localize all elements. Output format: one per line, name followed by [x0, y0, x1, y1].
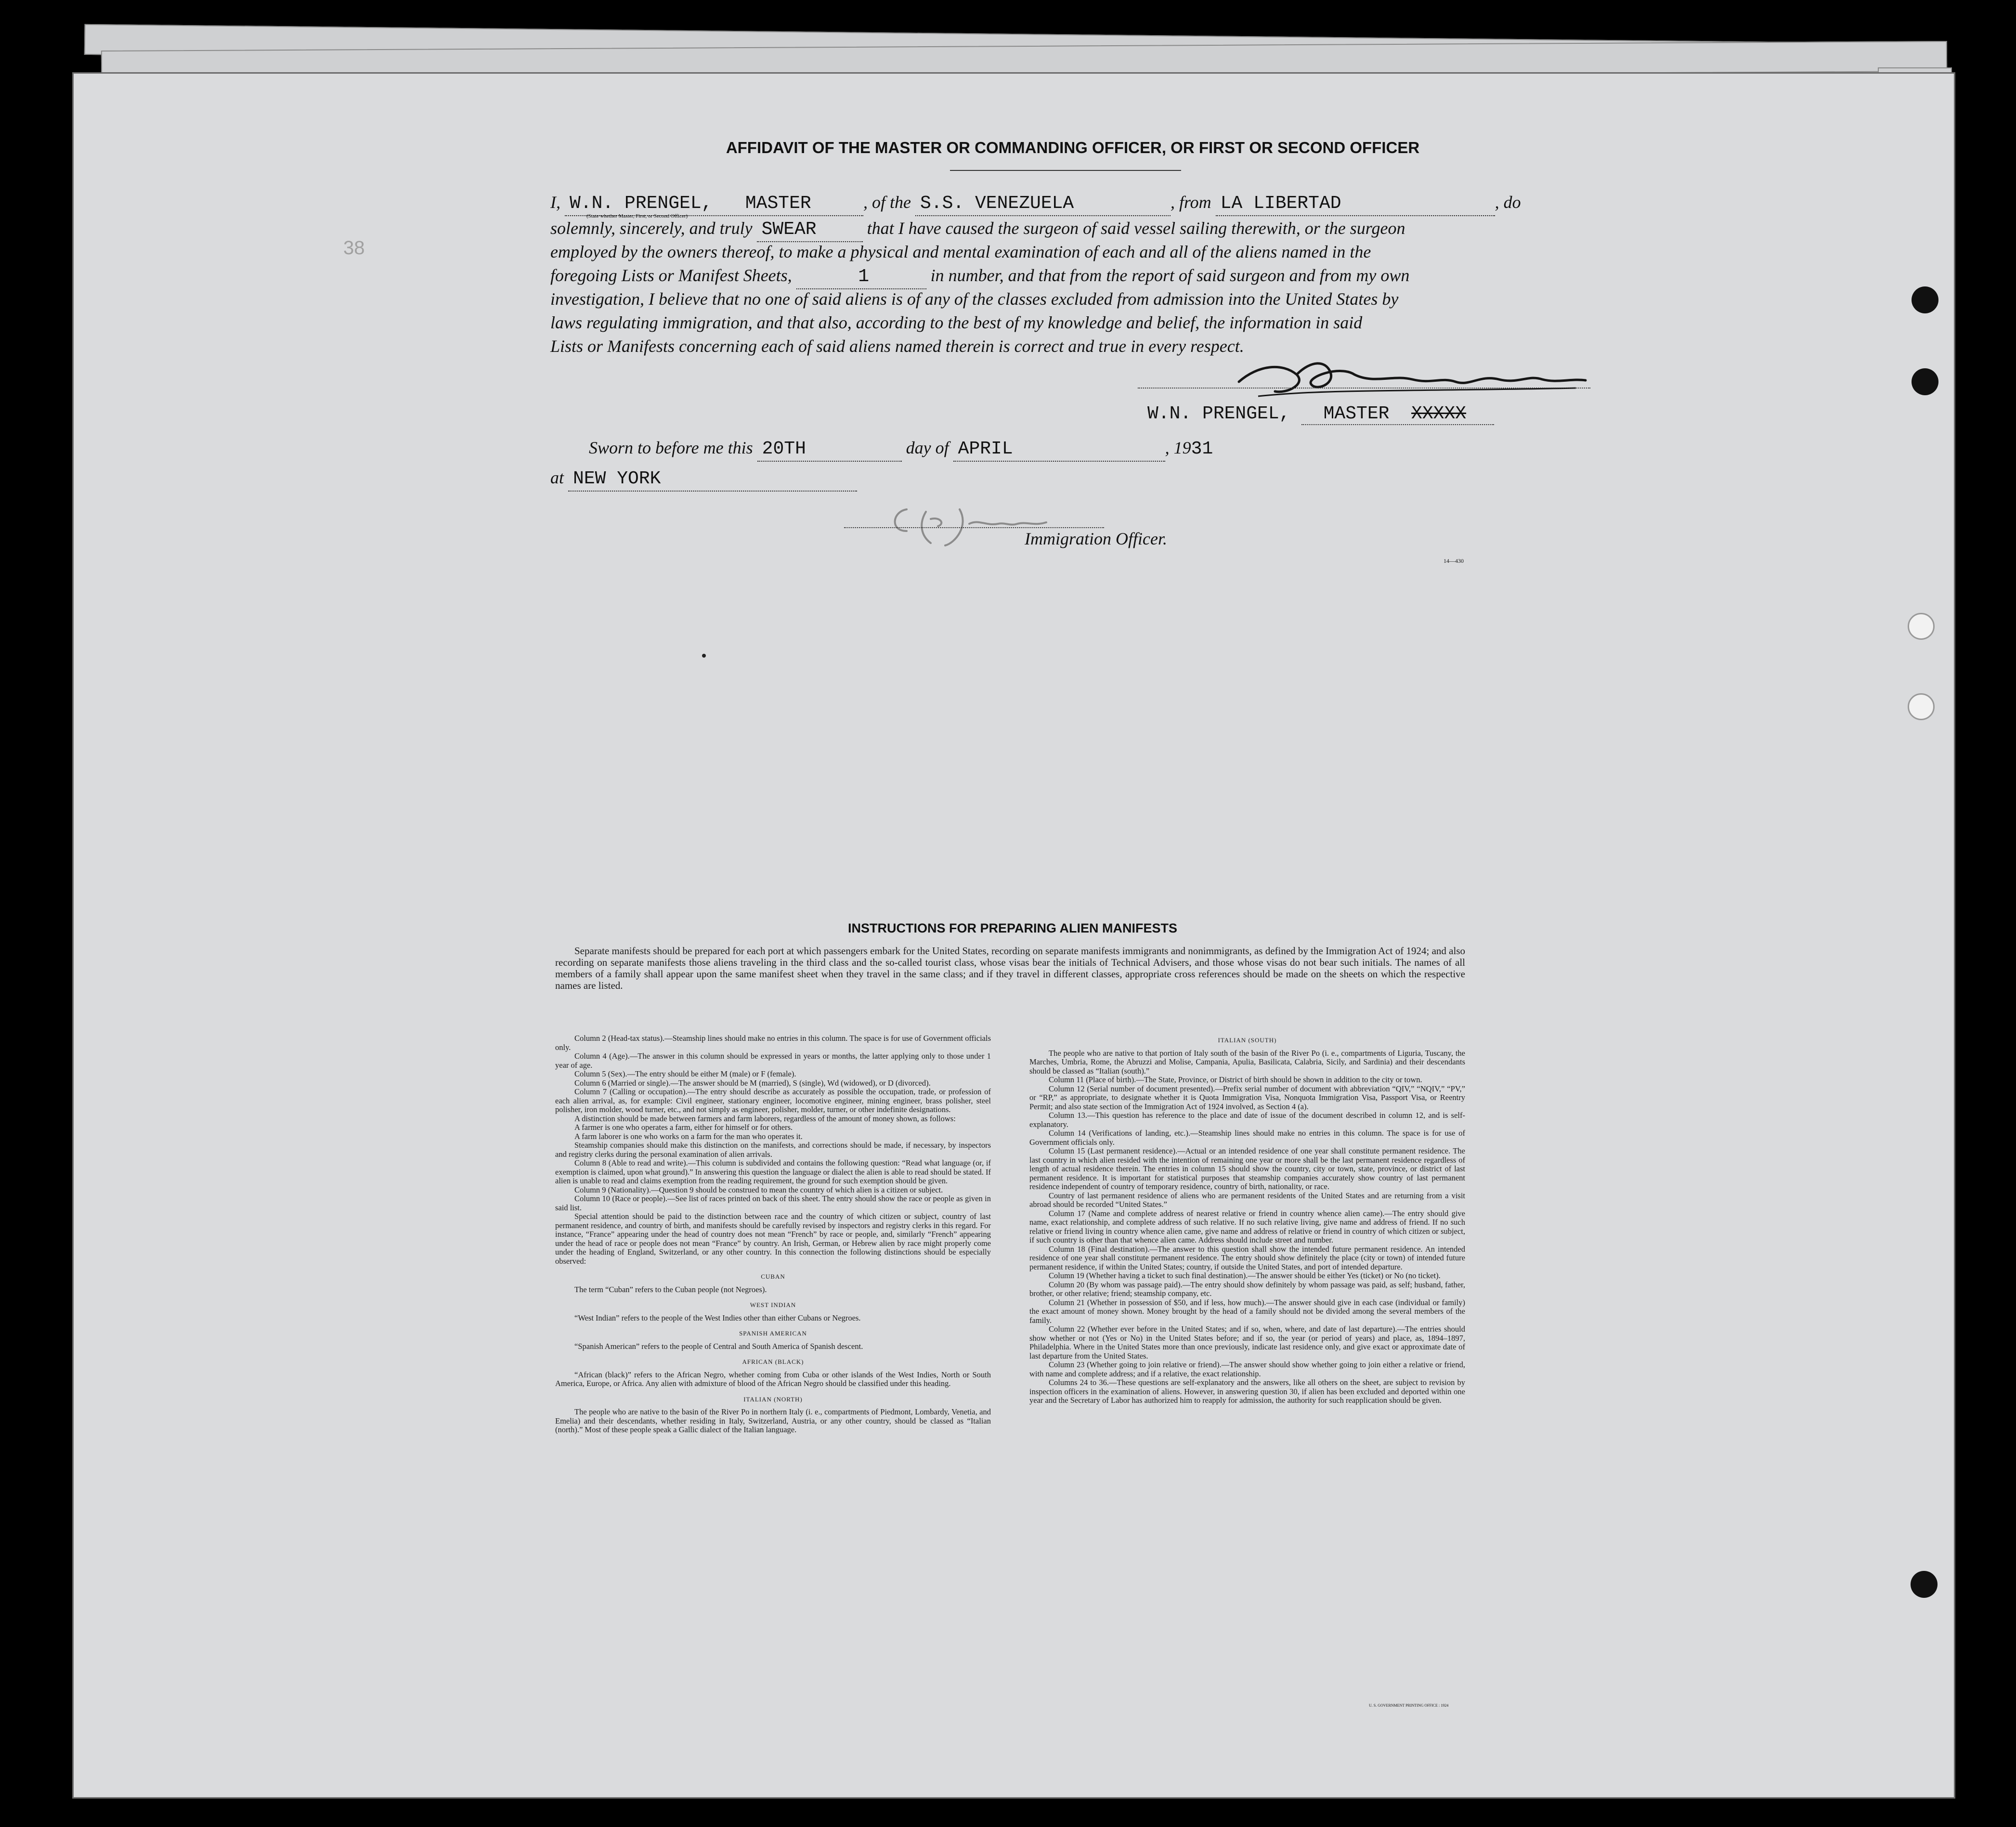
- affidavit-line-3: employed by the owners thereof, to make a physical and mental examination of each and all of the aliens named in the: [550, 242, 1371, 261]
- instruction-paragraph: Special attention should be paid to the distinction between race and the country of which citizen or subject, country of last permanent residence, and country of birth, and manifests should be carefully revised by inspectors and registry clerks in this regard. For instance, “France” appearing under the head of country does not mean “French” by race or people, and, similarly “French” appearing under the head of race or people does not mean “France” by country. An Irish, German, or Hebrew alien by race might properly come under the heading of England, Switzerland, or any other country. In this connection the following distinctions should be especially observed:: [555, 1212, 991, 1266]
- instructions-intro: Separate manifests should be prepared for each port at which passengers embark for the United States, recording on separate manifests immigrants and nonimmigrants, as defined by the Immigration Act of 1924; and also recording on separate manifests those aliens traveling in the third class and the so-called tourist class, whose visas bear the initials of Technical Advisers, and those whose visas do not bear such initials. The names of all members of a family shall appear upon the same manifest sheet when they travel in the same class; and if they travel in different classes, appropriate cross references should be made on the sheets on which the respective names are listed.: [555, 945, 1465, 991]
- instruction-paragraph: “African (black)” refers to the African Negro, whether coming from Cuba or other islands of the West Indies, North or South America, Europe, or Africa. Any alien with admixture of blood of the African Negro should be classified under this heading.: [555, 1370, 991, 1388]
- section-heading: ITALIAN (NORTH): [743, 1395, 803, 1403]
- instruction-paragraph: Column 17 (Name and complete address of nearest relative or friend in country whence alien came).—The entry should give name, exact relationship, and complete address of such relative. If no such relative living, give name and address of friend. If no such relative or friend living in country whence alien came, give name and address of relative or friend in country of which citizen or subject, if such country is other than that whence alien came. Address should include street and number.: [1029, 1208, 1465, 1244]
- form-number: 14—430: [1444, 557, 1464, 564]
- instruction-paragraph: Column 22 (Whether ever before in the United States; and if so, when, where, and date of last departure).—The entries should show whether or not (Yes or No) in the United States before; and if so, the year (or period of years) and place, as, 1894–1897, Philadelphia. Where in the United States more than once previously, indicate last residence only, and give exact or approximate date of last departure from the United States.: [1029, 1324, 1465, 1361]
- instruction-paragraph: Column 23 (Whether going to join relative or friend).—The answer should show whether going to join either a relative or friend, with name and complete address; and if a relative, the exact relationship.: [1029, 1360, 1465, 1378]
- sworn-month-field: APRIL: [953, 437, 1165, 462]
- oath-field: SWEAR: [757, 218, 863, 242]
- port-field: LA LIBERTAD: [1216, 192, 1495, 216]
- rank-note: (State whether Master, First, or Second Officer): [586, 213, 688, 219]
- affidavit-line-5: investigation, I believe that no one of said aliens is of any of the classes excluded from admission into the United States by: [550, 289, 1399, 309]
- affidavit-line-6: laws regulating immigration, and that also, according to the best of my knowledge and belief, the information in said: [550, 313, 1363, 332]
- printing-office-note: U. S. GOVERNMENT PRINTING OFFICE : 1924: [1369, 1703, 1449, 1708]
- instruction-paragraph: Column 15 (Last permanent residence).—Actual or an intended residence of one year shall constitute permanent residence. The last country in which alien resided with the intention of remaining one year or more shall be the last permanent residence regardless of length of actual residence therein. The entries in column 15 should show the country, city or town, state, province, or district of last permanent residence. It is important for statistical purposes that steamship companies accurately show country of last permanent residence independent of country of temporary residence, country of birth, nationality, or race.: [1029, 1146, 1465, 1191]
- instruction-paragraph: Column 13.—This question has reference to the place and date of issue of the document described in column 12, and is self-explanatory.: [1029, 1111, 1465, 1129]
- binder-hole: [1911, 1571, 1938, 1598]
- instruction-paragraph: Column 7 (Calling or occupation).—The entry should describe as accurately as possible the occupation, trade, or profession of each alien arrival, as, for example: Civil engineer, stationary engineer, locomotive engineer, mining engineer, brass polisher, steel polisher, iron molder, wood turner, etc., and not simply as engineer, polisher, molder, turner, or other indefinite designations.: [555, 1087, 991, 1114]
- instruction-paragraph: Columns 24 to 36.—These questions are self-explanatory and the answers, like all others on the sheet, are subject to revision by inspection officers in the examination of aliens. However, in answering question 30, if alien has been excluded and deported within one year and the Secretary of Labor has authorized him to reapply for admission, the authority for such reapplication should be given.: [1029, 1378, 1465, 1405]
- instruction-paragraph: Country of last permanent residence of aliens who are permanent residents of the United States and are returning from a visit abroad should be recorded “United States.”: [1029, 1191, 1465, 1209]
- instruction-paragraph: Column 6 (Married or single).—The answer should be M (married), S (single), Wd (widowed), or D (divorced).: [574, 1078, 931, 1088]
- instruction-paragraph: Column 2 (Head-tax status).—Steamship lines should make no entries in this column. The space is for use of Government officials only.: [555, 1034, 991, 1052]
- affidavit-title: AFFIDAVIT OF THE MASTER OR COMMANDING OFFICER, OR FIRST OR SECOND OFFICER: [726, 139, 1420, 156]
- instruction-paragraph: Steamship companies should make this distinction on the manifests, and corrections should be made, if necessary, by inspectors and registry clerks during the personal examination of alien arrivals.: [555, 1140, 991, 1159]
- instruction-paragraph: Column 21 (Whether in possession of $50, and if less, how much).—The answer should give in each case (individual or family) the exact amount of money shown. Money brought by the head of a family should not be divided among the several members of the family.: [1029, 1297, 1465, 1325]
- binder-hole: [1908, 693, 1935, 720]
- instructions-left-column: [555, 1034, 991, 1435]
- officer-name-field: W.N. PRENGEL, MASTER: [565, 192, 863, 216]
- instruction-paragraph: “West Indian” refers to the people of the West Indies other than either Cubans or Negroes.: [574, 1313, 861, 1322]
- instruction-paragraph: Column 4 (Age).—The answer in this column should be expressed in years or months, the latter applying only to those under 1 year of age.: [555, 1051, 991, 1070]
- section-heading: ITALIAN (SOUTH): [1218, 1037, 1277, 1044]
- sworn-place-field: NEW YORK: [568, 467, 857, 492]
- binder-hole: [1912, 368, 1938, 395]
- affidavit-line-7: Lists or Manifests concerning each of said aliens named therein is correct and true in every respect.: [550, 337, 1244, 356]
- section-heading: WEST INDIAN: [750, 1301, 796, 1309]
- instruction-paragraph: Column 12 (Serial number of document presented).—Prefix serial number of document with abbreviation “QIV,” “NQIV,” “PV,” or “RP,” as appropriate, to designate whether it is Quota Immigration Visa, Nonquota Immigration Visa, Passport Visa, or Reentry Permit; and also state section of the Immigration Act of 1924 involved, as Section 4 (a).: [1029, 1084, 1465, 1111]
- section-heading: CUBAN: [761, 1273, 785, 1280]
- sworn-line: Sworn to before me this 20TH day of APRIL , 1931: [589, 436, 1552, 462]
- stray-mark: [702, 654, 706, 658]
- instruction-paragraph: Column 9 (Nationality).—Question 9 should be construed to mean the country of which alien is a citizen or subject.: [574, 1185, 943, 1194]
- instruction-paragraph: A distinction should be made between farmers and farm laborers, regardless of the amount of money shown, as follows:: [574, 1114, 956, 1123]
- instruction-paragraph: “Spanish American” refers to the people of Central and South America of Spanish descent.: [574, 1341, 863, 1351]
- signer-rank: MASTER XXXXX: [1301, 403, 1494, 425]
- manifest-sheet: [72, 72, 1955, 1799]
- section-heading: SPANISH AMERICAN: [739, 1330, 807, 1337]
- instruction-paragraph: Column 10 (Race or people).—See list of races printed on back of this sheet. The entry should show the race or people as given in said list.: [555, 1194, 991, 1212]
- vessel-field: S.S. VENEZUELA: [915, 192, 1171, 216]
- instruction-paragraph: Column 5 (Sex).—The entry should be either M (male) or F (female).: [574, 1069, 796, 1078]
- sworn-day-field: 20TH: [757, 437, 902, 462]
- instruction-paragraph: Column 20 (By whom was passage paid).—The entry should show definitely by whom passage was paid, as self; husband, father, brother, or other relative; friend; steamship company, etc.: [1029, 1280, 1465, 1298]
- instructions-right-column: [1029, 1029, 1465, 1405]
- title-rule: [950, 170, 1181, 171]
- instruction-paragraph: Column 11 (Place of birth).—The State, Province, or District of birth should be shown in addition to the city or town.: [1049, 1075, 1422, 1084]
- instruction-paragraph: Column 18 (Final destination).—The answer to this question shall show the intended future permanent residence. An intended residence of one year shall constitute permanent residence. The entry should show definitely the place (city or town) of intended future permanent residence, if within the United States; country, if outside the United States, and port of intended departure.: [1029, 1244, 1465, 1271]
- sworn-place-line: at NEW YORK: [550, 466, 984, 492]
- instruction-paragraph: Column 8 (Able to read and write).—This column is subdivided and contains the following question: “Read what language (or, if exemption is claimed, upon what ground).” In answering this question the language or dialect the alien is able to read should be stated. If alien is unable to read and claims exemption from the reading requirement, the ground for such exemption should be given.: [555, 1158, 991, 1185]
- binder-hole: [1908, 613, 1935, 640]
- instruction-paragraph: The people who are native to the basin of the River Po in northern Italy (i. e., compartments of Piedmont, Lombardy, Venetia, and Emelia) and their descendants, whether residing in Italy, Switzerland, Austria, or any other country, should be classed as “Italian (north).” Most of these people speak a Gallic dialect of the Italian language.: [555, 1407, 991, 1434]
- affidavit-line-2: solemnly, sincerely, and truly SWEAR that I have caused the surgeon of said vessel sailing therewith, or the surgeon: [550, 217, 1841, 242]
- instruction-paragraph: A farmer is one who operates a farm, either for himself or for others.: [574, 1123, 793, 1132]
- sworn-year: 31: [1191, 439, 1213, 459]
- officer-label: Immigration Officer.: [1025, 529, 1167, 548]
- master-signature: [1229, 355, 1595, 408]
- signer-name: W.N. PRENGEL,: [1147, 403, 1290, 424]
- instruction-paragraph: The people who are native to that portion of Italy south of the basin of the River Po (i. e., compartments of Liguria, Tuscany, the Marches, Umbria, Rome, the Abruzzi and Molise, Campania, Apulia, Basilicata, Calabria, Sicily, and Sardinia) and their descendants should be classed as “Italian (south).”: [1029, 1048, 1465, 1075]
- instruction-paragraph: Column 19 (Whether having a ticket to such final destination).—The answer should be either Yes (ticket) or No (no ticket).: [1049, 1271, 1441, 1280]
- instruction-paragraph: A farm laborer is one who works on a farm for the man who operates it.: [574, 1131, 803, 1141]
- section-heading: AFRICAN (BLACK): [742, 1358, 804, 1365]
- affidavit-line-1: I, W.N. PRENGEL, MASTER , of the S.S. VENEZUELA , from LA LIBERTAD , do: [550, 191, 1841, 216]
- affidavit-line-4: foregoing Lists or Manifest Sheets, 1 in number, and that from the report of said surgeon and from my own: [550, 264, 1850, 289]
- instruction-paragraph: The term “Cuban” refers to the Cuban people (not Negroes).: [574, 1284, 767, 1294]
- penciled-number: 38: [343, 237, 365, 259]
- binder-hole: [1912, 286, 1938, 313]
- instruction-paragraph: Column 14 (Verifications of landing, etc.).—Steamship lines should make no entries in this column. The space is for use of Government officials only.: [1029, 1128, 1465, 1147]
- sheet-count-field: 1: [796, 265, 926, 289]
- instructions-title: INSTRUCTIONS FOR PREPARING ALIEN MANIFESTS: [847, 921, 1178, 935]
- signature-rule: [1138, 388, 1590, 389]
